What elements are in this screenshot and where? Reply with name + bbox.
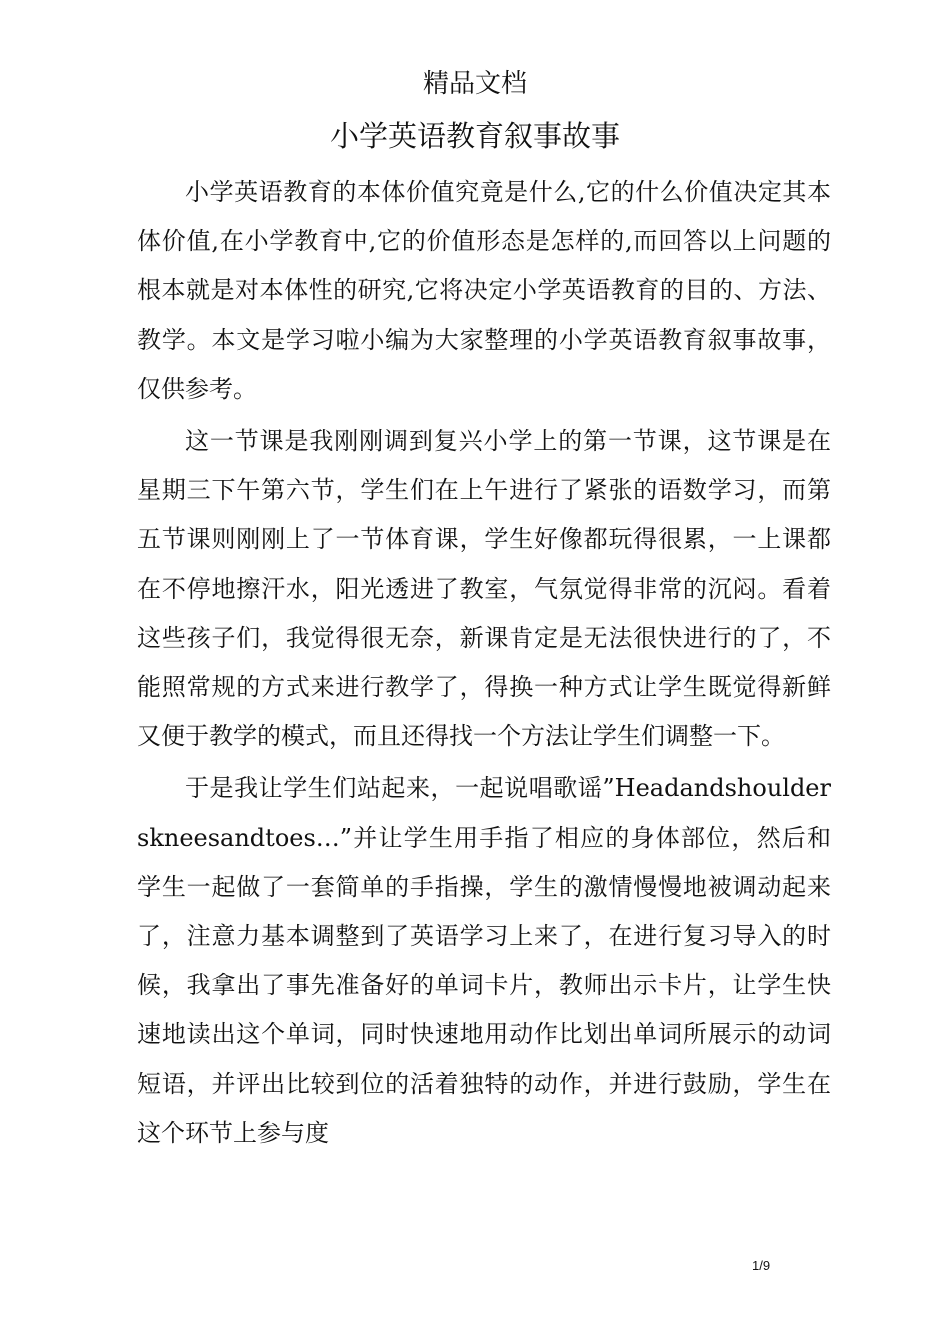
- document-body: [137, 168, 831, 1158]
- paragraph-intro: 小学英语教育的本体价值究竟是什么,它的什么价值决定其本体价值,在小学教育中,它的价值形态是怎样的,而回答以上问题的根本就是对本体性的研究,它将决定小学英语教育的目的、方法、教学。本文是学习啦小编为大家整理的小学英语教育叙事故事，仅供参考。: [137, 178, 831, 403]
- page-number: 1/9: [752, 1258, 771, 1273]
- document-title: 小学英语教育叙事故事: [329, 119, 620, 153]
- paragraph-class-story: 这一节课是我刚刚调到复兴小学上的第一节课，这节课是在星期三下午第六节，学生们在上午进行了紧张的语数学习，而第五节课则刚刚上了一节体育课，学生好像都玩得很累，一上课都在不停地擦汗水，阳光透进了教室，气氛觉得非常的沉闷。看着这些孩子们，我觉得很无奈，新课肯定是无法很快进行的了，不能照常规的方式来进行教学了，得换一种方式让学生既觉得新鲜又便于教学的模式，而且还得找一个方法让学生们调整一下。: [137, 427, 831, 751]
- page-header: 精品文档: [422, 69, 527, 99]
- paragraph-song-activity: 于是我让学生们站起来，一起说唱歌谣”Headandshoulderskneesandtoes…”并让学生用手指了相应的身体部位，然后和学生一起做了一套简单的手指操，学生的激情慢慢地被调动起来了，注意力基本调整到了英语学习上来了，在进行复习导入的时候，我拿出了事先准备好的单词卡片，教师出示卡片，让学生快速地读出这个单词，同时快速地用动作比划出单词所展示的动词短语，并评出比较到位的活着独特的动作，并进行鼓励，学生在这个环节上参与度: [137, 774, 831, 1147]
